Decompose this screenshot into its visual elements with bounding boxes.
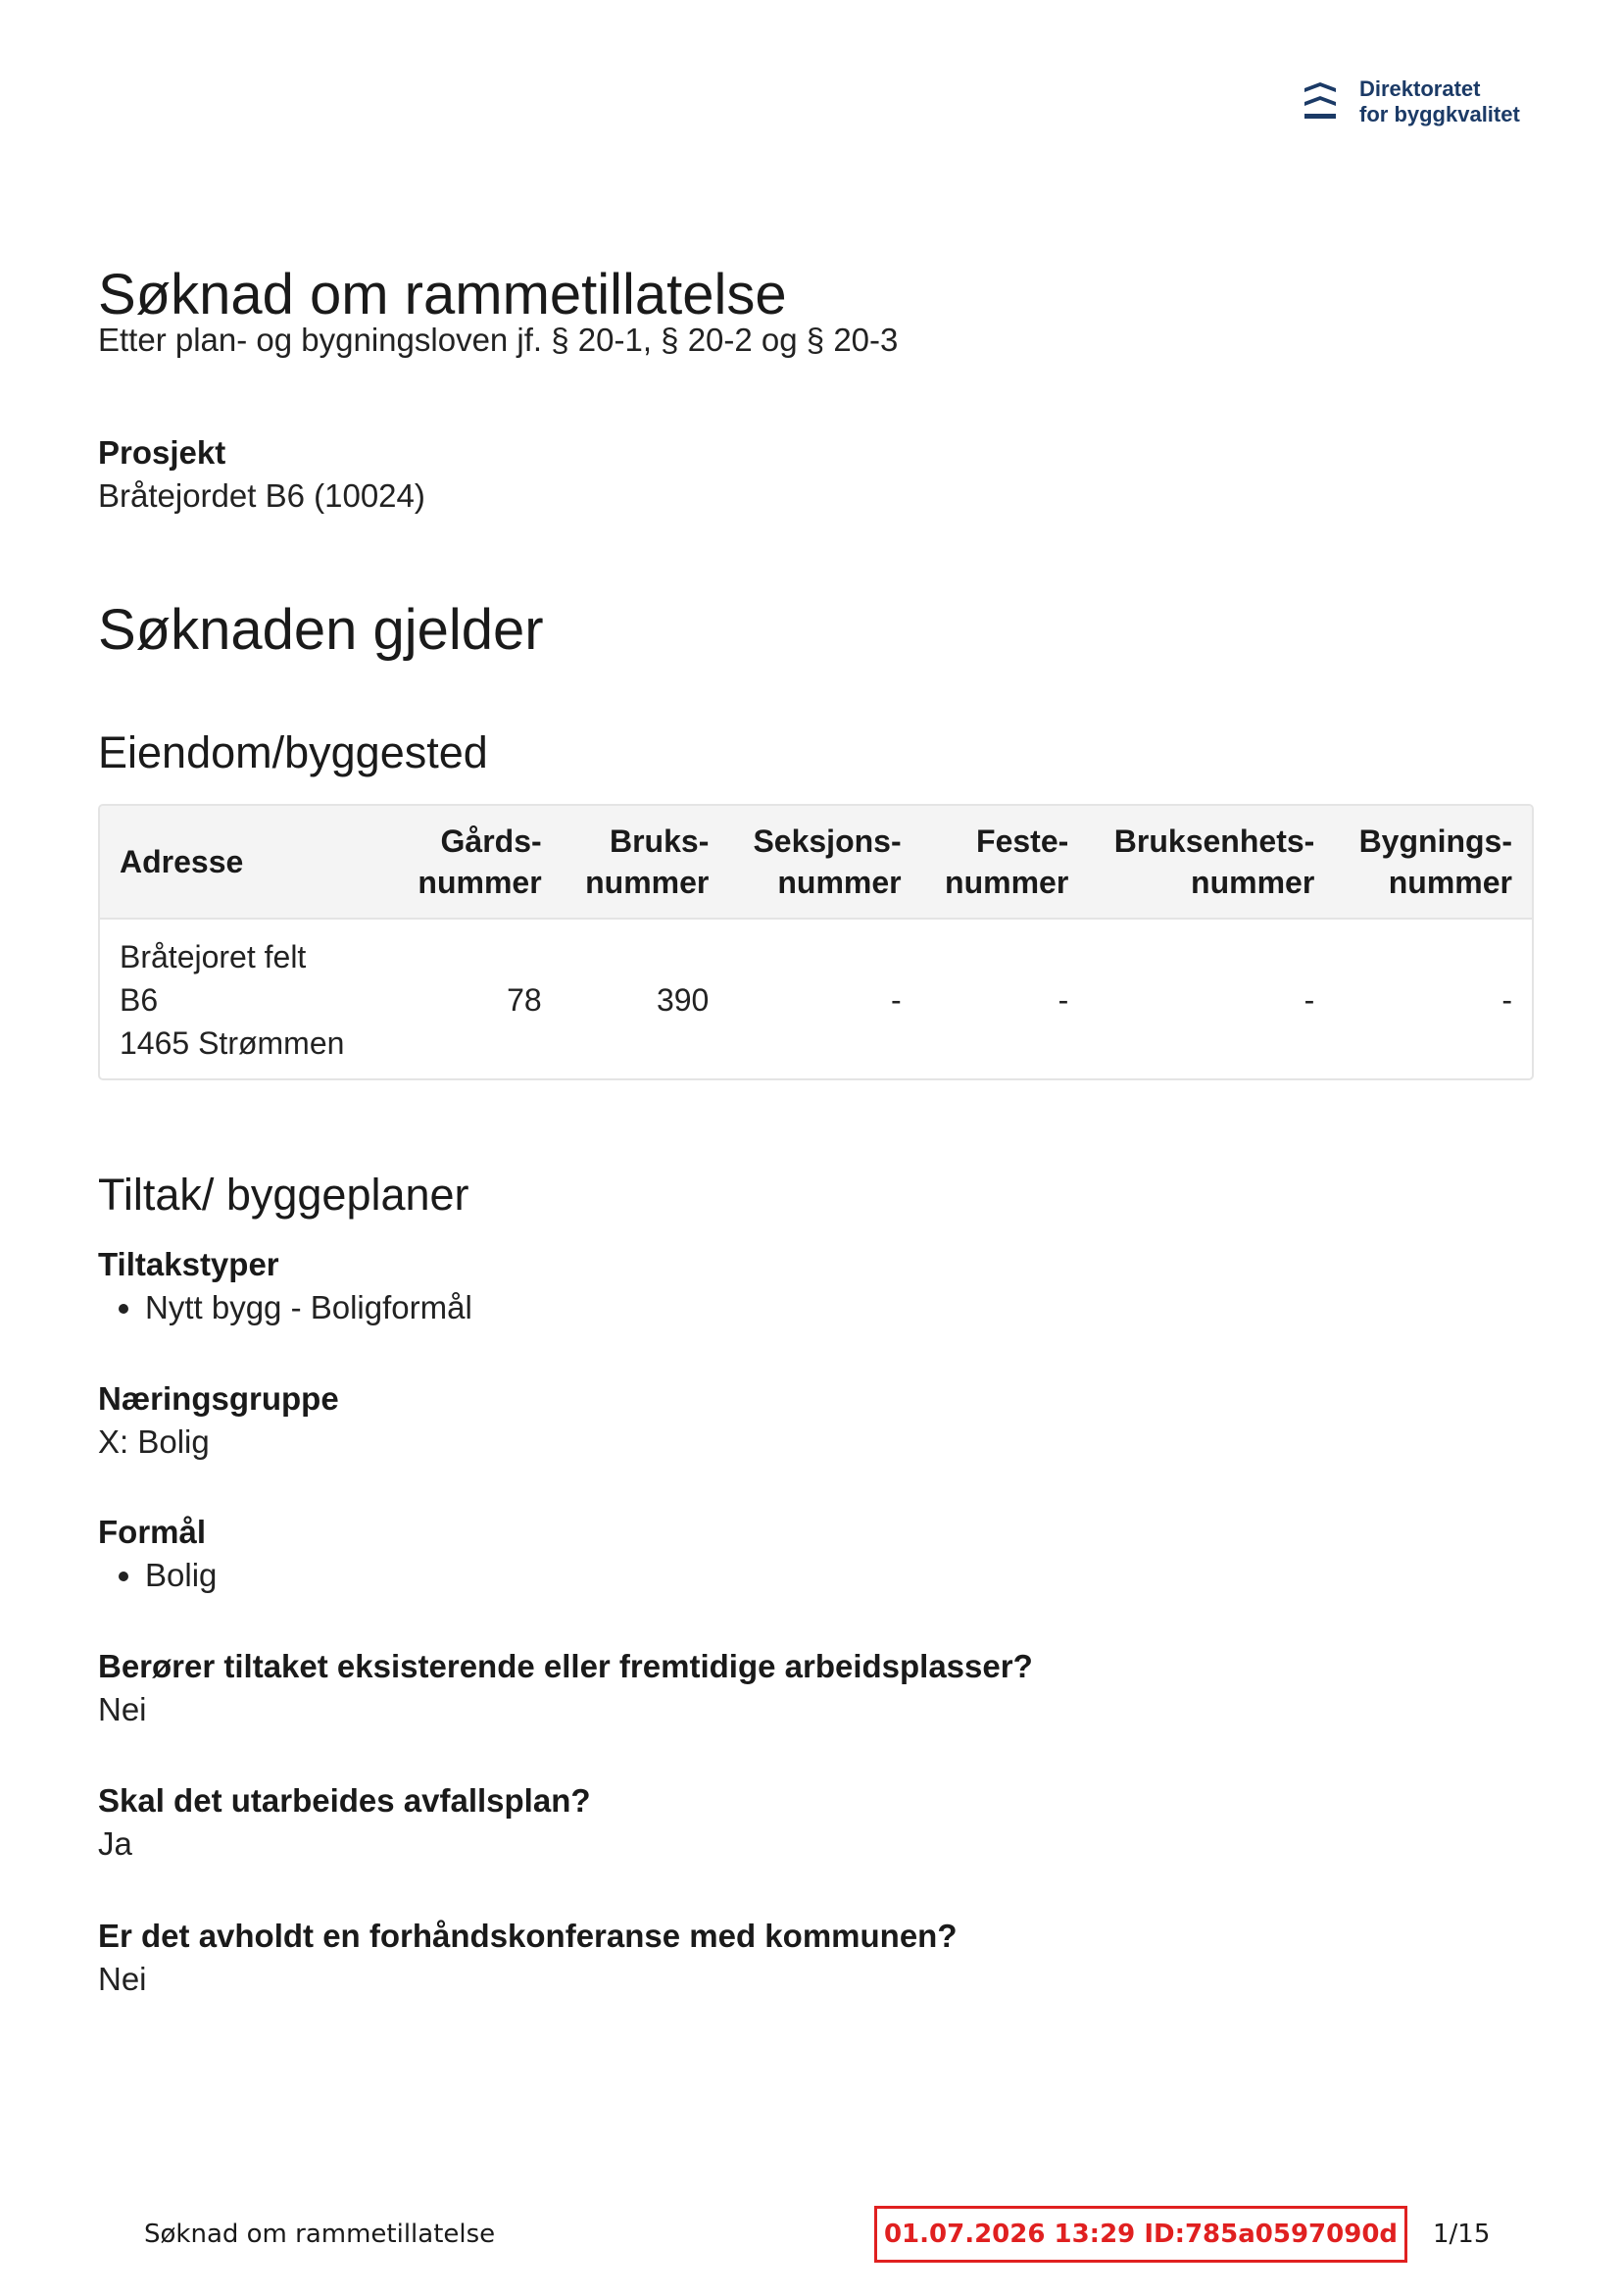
col-bygningsnummer-l2: nummer: [1388, 865, 1512, 900]
list-item: • Nytt bygg - Boligformål: [145, 1286, 472, 1329]
naeringsgruppe-block: [98, 1377, 339, 1464]
arbeidsplasser-question: Berører tiltaket eksisterende eller fremtidige arbeidsplasser?: [98, 1648, 1033, 1684]
document-title: Søknad om rammetillatelse: [98, 263, 787, 326]
table-row: [100, 919, 1532, 1079]
col-festenummer: [921, 806, 1089, 919]
col-festenummer-l1: Feste-: [976, 824, 1069, 859]
col-festenummer-l2: nummer: [945, 865, 1069, 900]
col-adresse: [100, 806, 394, 919]
cell-gardsnummer: 78: [394, 919, 562, 1079]
logo-line-1: Direktoratet: [1359, 76, 1481, 101]
col-gardsnummer: [394, 806, 562, 919]
measures-heading: Tiltak/ byggeplaner: [98, 1170, 469, 1220]
logo-text: [1359, 76, 1520, 127]
naeringsgruppe-label: Næringsgruppe: [98, 1380, 339, 1417]
cell-bygningsnummer: -: [1334, 919, 1532, 1079]
address-line-2: B6: [120, 981, 159, 1018]
cell-address: [100, 919, 394, 1079]
col-seksjonsnummer-l1: Seksjons-: [753, 824, 902, 859]
forhandskonferanse-block: [98, 1915, 957, 2001]
formal-label: Formål: [98, 1514, 207, 1550]
tiltakstyper-block: [98, 1243, 472, 1329]
arbeidsplasser-answer: Nei: [98, 1691, 147, 1727]
project-value: Bråtejordet B6 (10024): [98, 477, 425, 514]
col-adresse-label: Adresse: [120, 844, 244, 879]
document-subtitle: Etter plan- og bygningsloven jf. § 20-1, § 20-2 og § 20-3: [98, 322, 899, 358]
col-seksjonsnummer-l2: nummer: [777, 865, 902, 900]
project-block: [98, 431, 425, 518]
tiltakstyper-list: [98, 1286, 472, 1329]
dibk-logo: [1301, 75, 1520, 129]
col-bruksnummer-l1: Bruks-: [609, 824, 710, 859]
formal-list: [98, 1554, 217, 1597]
footer-title: Søknad om rammetillatelse: [144, 2220, 496, 2249]
col-bruksnummer: [562, 806, 729, 919]
col-gardsnummer-l1: Gårds-: [440, 824, 542, 859]
logo-line-2: for byggkvalitet: [1359, 102, 1520, 126]
page-number: 1/15: [1433, 2220, 1491, 2249]
formal-block: [98, 1511, 217, 1597]
address-line-3: 1465 Strømmen: [120, 1024, 345, 1061]
col-bruksenhetsnummer: [1088, 806, 1334, 919]
timestamp-id-stamp: 01.07.2026 13:29 ID:785a0597090d: [874, 2206, 1407, 2263]
tiltakstyper-label: Tiltakstyper: [98, 1246, 279, 1282]
avfallsplan-question: Skal det utarbeides avfallsplan?: [98, 1782, 591, 1819]
col-bruksenhetsnummer-l2: nummer: [1191, 865, 1315, 900]
cell-bruksenhetsnummer: -: [1088, 919, 1334, 1079]
address-line-1: Bråtejoret felt: [120, 938, 307, 974]
property-table: [98, 804, 1534, 1080]
forhandskonferanse-answer: Nei: [98, 1961, 147, 1997]
col-bygningsnummer: [1334, 806, 1532, 919]
cell-bruksnummer: 390: [562, 919, 729, 1079]
cell-seksjonsnummer: -: [728, 919, 920, 1079]
cell-festenummer: -: [921, 919, 1089, 1079]
avfallsplan-block: [98, 1779, 591, 1866]
page-footer: [0, 2206, 1623, 2265]
col-bruksenhetsnummer-l1: Bruksenhets-: [1113, 824, 1315, 859]
arbeidsplasser-block: [98, 1645, 1033, 1731]
naeringsgruppe-value: X: Bolig: [98, 1423, 210, 1460]
property-heading: Eiendom/byggested: [98, 727, 488, 777]
col-bygningsnummer-l1: Bygnings-: [1358, 824, 1512, 859]
forhandskonferanse-question: Er det avholdt en forhåndskonferanse med kommunen?: [98, 1918, 958, 1954]
section-title: Søknaden gjelder: [98, 598, 544, 662]
list-item: • Bolig: [145, 1554, 217, 1597]
col-seksjonsnummer: [728, 806, 920, 919]
col-gardsnummer-l2: nummer: [418, 865, 542, 900]
project-label: Prosjekt: [98, 434, 226, 471]
dibk-logo-icon: [1301, 78, 1340, 125]
table-header-row: [100, 806, 1532, 919]
col-bruksnummer-l2: nummer: [585, 865, 710, 900]
avfallsplan-answer: Ja: [98, 1825, 132, 1862]
